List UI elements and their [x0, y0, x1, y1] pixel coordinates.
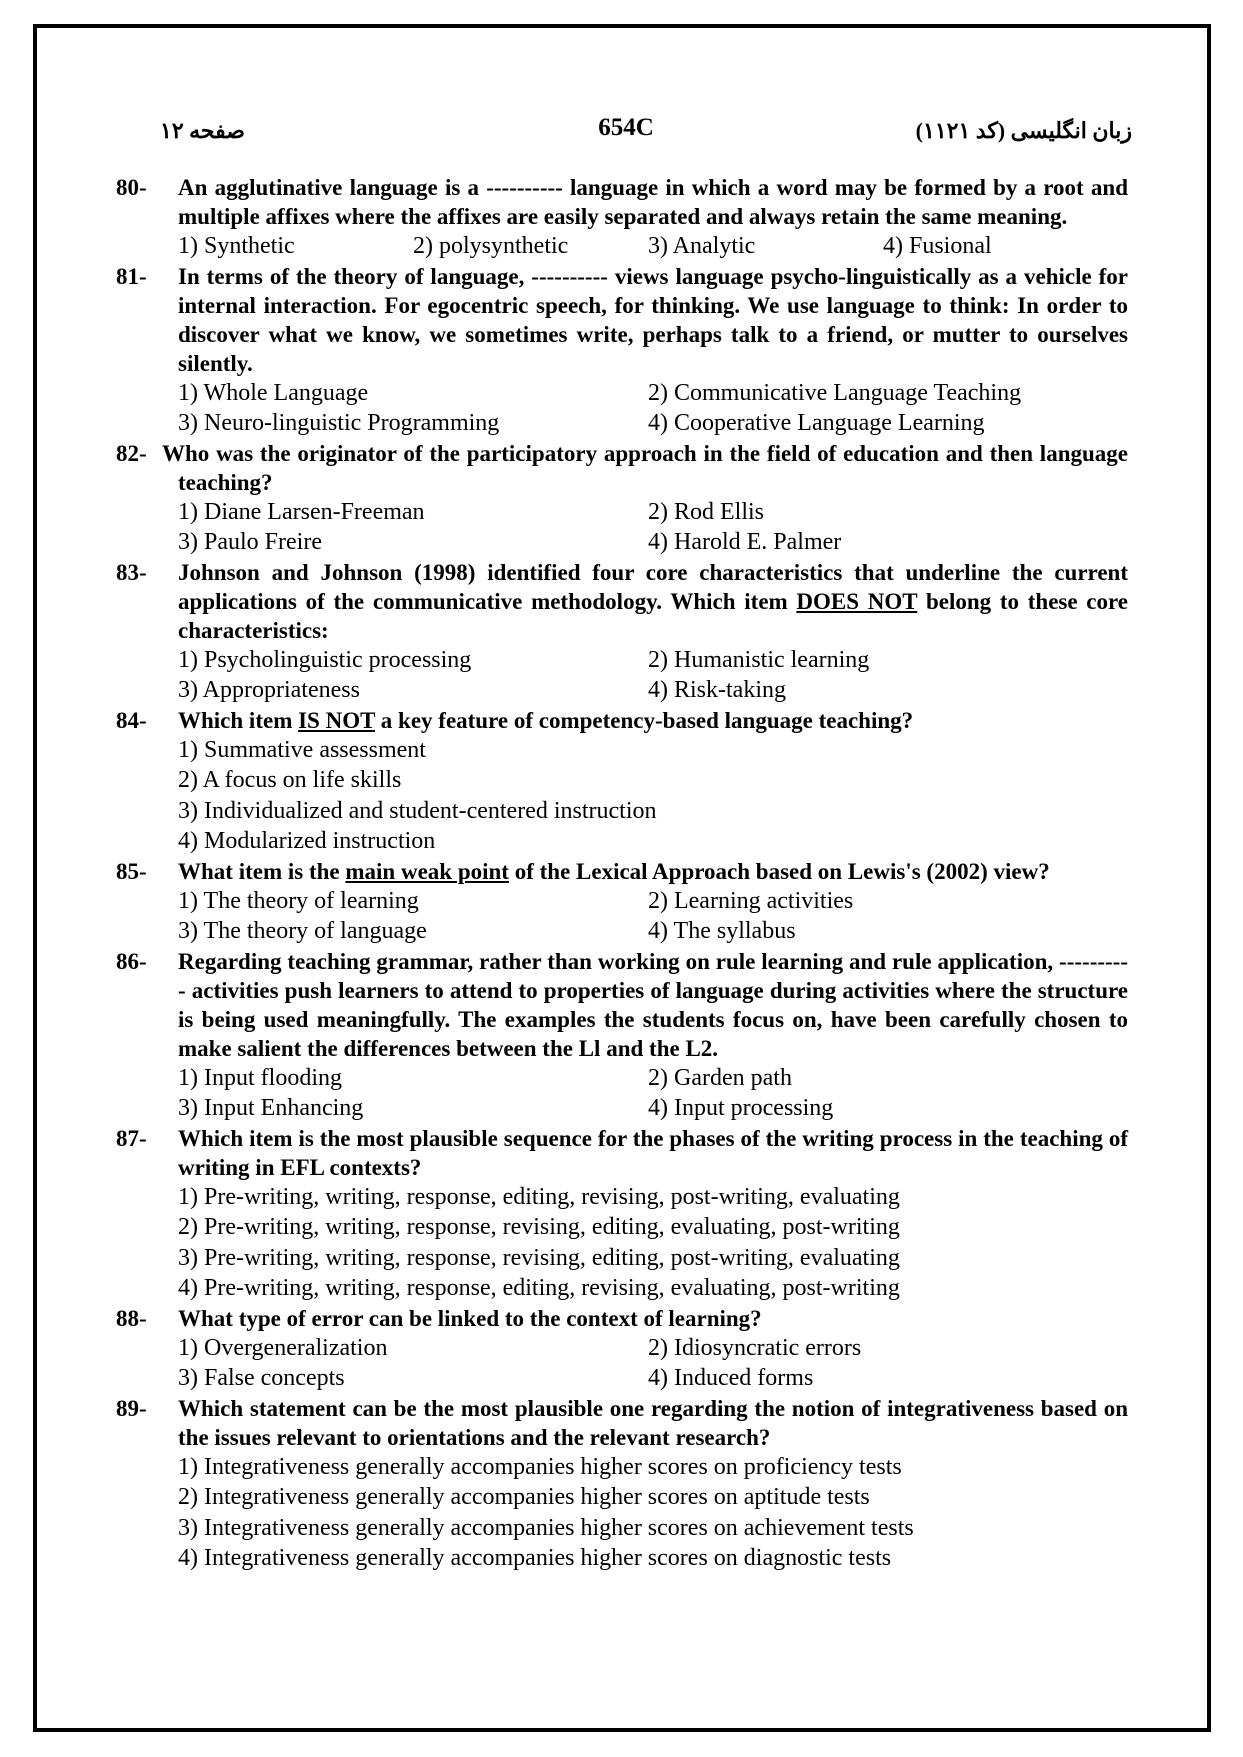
question-number: 89- — [116, 1395, 147, 1421]
option-1[interactable]: 1) Input flooding — [178, 1064, 342, 1091]
question-stem: Regarding teaching grammar, rather than working on rule learning and rule application, ---------- activities push learners to attend to properties of language during activities where the structure is being used meaningfully. The examples the students focus on, have been carefully chosen to make salient the differences between the Ll and the L2. — [178, 948, 1128, 1061]
options — [178, 886, 1128, 947]
question-82 — [116, 439, 1128, 558]
question-stem: Which item IS NOT a key feature of competency-based language teaching? — [178, 707, 914, 733]
option-3[interactable]: 3) False concepts — [178, 1365, 345, 1391]
option-3[interactable]: 3) Paulo Freire — [178, 529, 322, 555]
option-2[interactable]: 2) A focus on life skills — [178, 767, 402, 793]
question-number: 80- — [116, 175, 147, 200]
options — [178, 645, 1128, 706]
option-3[interactable]: 3) Pre-writing, writing, response, revising, editing, post-writing, evaluating — [178, 1244, 900, 1271]
option-1[interactable]: 1) Diane Larsen-Freeman — [178, 498, 425, 525]
option-1[interactable]: 1) Overgeneralization — [178, 1334, 388, 1361]
option-4[interactable]: 4) Risk-taking — [648, 677, 786, 703]
question-stem: In terms of the theory of language, ---------- views language psycho-linguistically as a vehicle for internal interaction. For egocentric speech, for thinking. We use language to think: In order to discover what we know, we sometimes write, perhaps talk to a friend, or mutter to ourselves silently. — [178, 263, 1128, 376]
option-3[interactable]: 3) The theory of language — [178, 918, 427, 944]
question-number: 86- — [116, 948, 147, 974]
options — [178, 231, 1128, 262]
option-3[interactable]: 3) Appropriateness — [178, 677, 360, 703]
question-stem: Which statement can be the most plausible one regarding the notion of integrativeness based on the issues relevant to orientations and the relevant research? — [178, 1395, 1128, 1450]
emphasis-underlined: IS NOT — [298, 707, 376, 733]
option-4[interactable]: 4) Pre-writing, writing, response, editing, revising, evaluating, post-writing — [178, 1275, 900, 1301]
page-header — [120, 108, 1132, 148]
question-number: 87- — [116, 1125, 147, 1151]
option-4[interactable]: 4) Integrativeness generally accompanies higher scores on diagnostic tests — [178, 1545, 892, 1571]
options — [116, 497, 1128, 558]
option-1[interactable]: 1) Whole Language — [178, 379, 369, 406]
option-2[interactable]: 2) Garden path — [648, 1064, 792, 1091]
question-stem: What type of error can be linked to the context of learning? — [178, 1305, 762, 1331]
options — [178, 1452, 1128, 1574]
question-stem: 82- Who was the originator of the participatory approach in the field of education and then language teaching? — [116, 440, 1128, 495]
option-2[interactable]: 2) Rod Ellis — [648, 498, 765, 525]
option-3[interactable]: 3) Input Enhancing — [178, 1095, 364, 1121]
question-stem: An agglutinative language is a ---------- language in which a word may be formed by a root and multiple affixes where the affixes are easily separated and always retain the same meaning. — [178, 175, 1128, 229]
question-80 — [116, 173, 1128, 262]
question-number: 84- — [116, 707, 147, 733]
option-1[interactable]: 1) Psycholinguistic processing — [178, 646, 472, 673]
option-4[interactable]: 4) Induced forms — [648, 1365, 814, 1391]
question-stem: Which item is the most plausible sequence for the phases of the writing process in the teaching of writing in EFL contexts? — [178, 1125, 1128, 1180]
option-4[interactable]: 4) The syllabus — [648, 918, 796, 944]
question-stem: Johnson and Johnson (1998) identified four core characteristics that underline the current applications of the communicative methodology. Which item DOES NOT belong to these core characteristics: — [178, 559, 1129, 643]
option-1[interactable]: 1) Summative assessment — [178, 736, 426, 763]
question-number: 82- — [116, 440, 147, 466]
emphasis-underlined: main weak point — [345, 858, 509, 884]
option-3[interactable]: 3) Analytic — [648, 233, 756, 259]
question-number: 88- — [116, 1305, 147, 1331]
options — [178, 1182, 1128, 1304]
option-3[interactable]: 3) Integrativeness generally accompanies higher scores on achievement tests — [178, 1514, 914, 1541]
question-stem: What item is the main weak point of the Lexical Approach based on Lewis's (2002) view? — [178, 858, 1050, 884]
question-number: 81- — [116, 263, 147, 289]
option-4[interactable]: 4) Fusional — [883, 233, 992, 259]
option-4[interactable]: 4) Input processing — [648, 1095, 834, 1121]
option-1[interactable]: 1) Synthetic — [178, 233, 295, 259]
question-number: 85- — [116, 858, 147, 884]
option-1[interactable]: 1) Integrativeness generally accompanies higher scores on proficiency tests — [178, 1453, 902, 1480]
question-84 — [116, 706, 1128, 857]
emphasis-underlined: DOES NOT — [796, 588, 918, 614]
option-2[interactable]: 2) Humanistic learning — [648, 646, 870, 673]
options — [178, 1333, 1128, 1394]
subject-label: زبان انگلیسی (کد ۱۱۲۱) — [915, 118, 1132, 143]
option-3[interactable]: 3) Neuro-linguistic Programming — [178, 410, 500, 436]
options — [178, 378, 1128, 439]
question-list — [116, 173, 1128, 1574]
option-2[interactable]: 2) polysynthetic — [413, 233, 569, 259]
options — [178, 1063, 1128, 1124]
option-1[interactable]: 1) Pre-writing, writing, response, editing, revising, post-writing, evaluating — [178, 1183, 900, 1210]
option-4[interactable]: 4) Cooperative Language Learning — [648, 410, 985, 436]
option-2[interactable]: 2) Learning activities — [648, 887, 854, 914]
question-number: 83- — [116, 559, 147, 585]
option-1[interactable]: 1) The theory of learning — [178, 887, 419, 914]
option-3[interactable]: 3) Individualized and student-centered instruction — [178, 797, 657, 824]
page-number-label: صفحه ۱۲ — [160, 118, 245, 143]
option-2[interactable]: 2) Communicative Language Teaching — [648, 379, 1022, 406]
question-89 — [116, 1394, 1128, 1574]
option-2[interactable]: 2) Idiosyncratic errors — [648, 1334, 862, 1361]
options — [178, 735, 1128, 857]
option-4[interactable]: 4) Modularized instruction — [178, 828, 436, 854]
option-2[interactable]: 2) Pre-writing, writing, response, revising, editing, evaluating, post-writing — [178, 1214, 900, 1240]
option-4[interactable]: 4) Harold E. Palmer — [648, 529, 842, 555]
question-81 — [116, 262, 1128, 439]
option-2[interactable]: 2) Integrativeness generally accompanies higher scores on aptitude tests — [178, 1484, 870, 1510]
question-83 — [116, 558, 1128, 706]
question-88 — [116, 1304, 1128, 1394]
question-87 — [116, 1124, 1128, 1304]
booklet-code: 654C — [598, 114, 654, 141]
question-86 — [116, 947, 1128, 1124]
question-85 — [116, 857, 1128, 947]
